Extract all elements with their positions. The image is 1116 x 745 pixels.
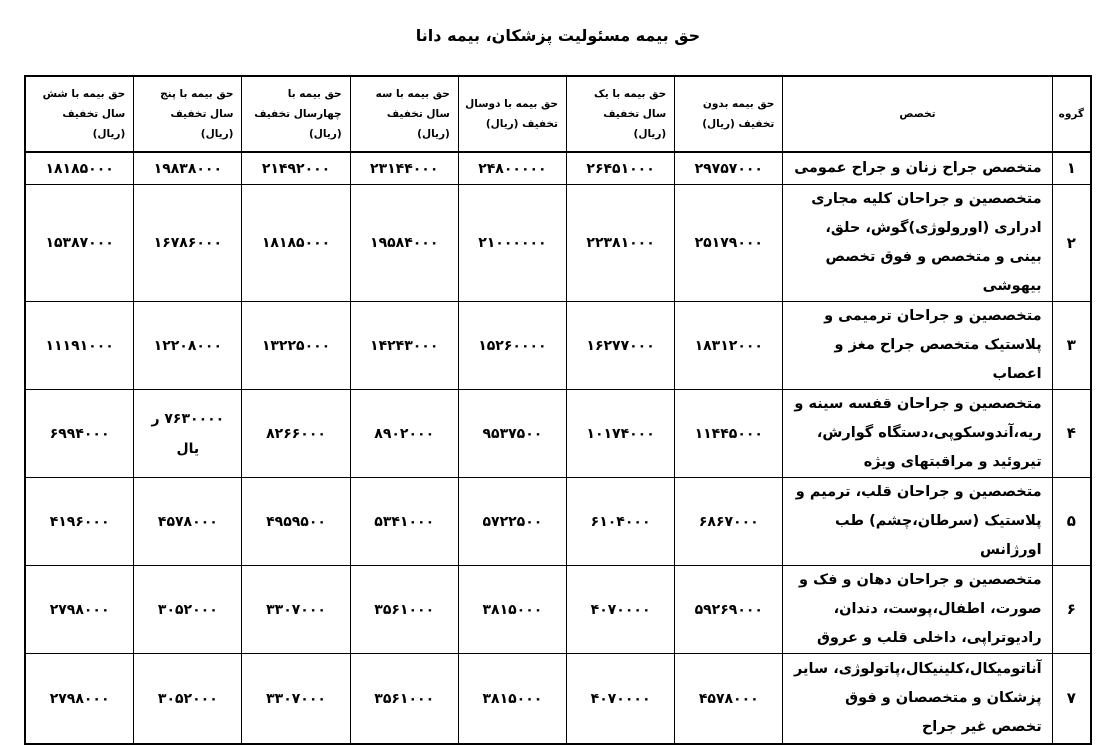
cell-four-years: ۲۱۴۹۲۰۰۰ xyxy=(242,152,350,185)
column-header-five-years: حق بیمه با پنج سال تخفیف (ریال) xyxy=(134,76,242,152)
cell-no-discount: ۲۹۷۵۷۰۰۰ xyxy=(675,152,783,185)
cell-four-years: ۴۹۵۹۵۰۰ xyxy=(242,478,350,566)
cell-group: ۴ xyxy=(1052,390,1091,478)
column-header-one-year: حق بیمه با یک سال تخفیف (ریال) xyxy=(567,76,675,152)
cell-five-years: ۳۰۵۲۰۰۰ xyxy=(134,654,242,745)
cell-four-years: ۱۳۲۲۵۰۰۰ xyxy=(242,302,350,390)
cell-one-year: ۲۲۳۸۱۰۰۰ xyxy=(567,185,675,302)
cell-one-year: ۶۱۰۴۰۰۰ xyxy=(567,478,675,566)
cell-five-years: ۳۰۵۲۰۰۰ xyxy=(134,566,242,654)
cell-five-years: ۷۶۳۰۰۰۰ ر یال xyxy=(134,390,242,478)
cell-four-years: ۳۳۰۷۰۰۰ xyxy=(242,654,350,745)
column-header-two-years: حق بیمه با دوسال تخفیف (ریال) xyxy=(458,76,566,152)
cell-group: ۱ xyxy=(1052,152,1091,185)
page-title: حق بیمه مسئولیت پزشکان، بیمه دانا xyxy=(415,26,701,45)
cell-three-years: ۸۹۰۲۰۰۰ xyxy=(350,390,458,478)
cell-two-years: ۲۴۸۰۰۰۰۰ xyxy=(458,152,566,185)
cell-six-years: ۱۸۱۸۵۰۰۰ xyxy=(25,152,134,185)
cell-three-years: ۵۳۴۱۰۰۰ xyxy=(350,478,458,566)
cell-one-year: ۱۰۱۷۴۰۰۰ xyxy=(567,390,675,478)
column-header-six-years: حق بیمه با شش سال تخفیف (ریال) xyxy=(25,76,134,152)
table-header xyxy=(25,76,1091,152)
cell-group: ۶ xyxy=(1052,566,1091,654)
cell-five-years: ۱۲۲۰۸۰۰۰ xyxy=(134,302,242,390)
cell-four-years: ۱۸۱۸۵۰۰۰ xyxy=(242,185,350,302)
cell-specialty: متخصصین و جراحان کلیه مجاری ادراری (اورولوژی)گوش، حلق، بینی و متخصص و فوق تخصص بیهوشی xyxy=(783,185,1052,302)
cell-two-years: ۵۷۲۲۵۰۰ xyxy=(458,478,566,566)
table-row xyxy=(25,566,1091,654)
column-header-four-years: حق بیمه با چهارسال تخفیف (ریال) xyxy=(242,76,350,152)
cell-five-years: ۱۹۸۳۸۰۰۰ xyxy=(134,152,242,185)
cell-specialty: متخصصین و جراحان دهان و فک و صورت، اطفال،پوست، دندان، رادیوتراپی، داخلی قلب و عروق xyxy=(783,566,1052,654)
cell-six-years: ۴۱۹۶۰۰۰ xyxy=(25,478,134,566)
table-row xyxy=(25,185,1091,302)
table-row xyxy=(25,152,1091,185)
cell-six-years: ۱۱۱۹۱۰۰۰ xyxy=(25,302,134,390)
cell-three-years: ۱۹۵۸۴۰۰۰ xyxy=(350,185,458,302)
cell-one-year: ۴۰۷۰۰۰۰ xyxy=(567,566,675,654)
table-row xyxy=(25,478,1091,566)
cell-four-years: ۸۲۶۶۰۰۰ xyxy=(242,390,350,478)
cell-five-years: ۱۶۷۸۶۰۰۰ xyxy=(134,185,242,302)
cell-six-years: ۱۵۳۸۷۰۰۰ xyxy=(25,185,134,302)
cell-no-discount: ۱۱۴۴۵۰۰۰ xyxy=(675,390,783,478)
cell-specialty: آناتومیکال،کلینیکال،پاتولوژی، سایر پزشکان و متخصصان و فوق تخصص غیر جراح xyxy=(783,654,1052,745)
column-header-group: گروه xyxy=(1052,76,1091,152)
cell-one-year: ۲۶۴۵۱۰۰۰ xyxy=(567,152,675,185)
insurance-premium-table xyxy=(24,75,1092,745)
cell-specialty: متخصصین و جراحان ترمیمی و پلاستیک متخصص جراح مغز و اعصاب xyxy=(783,302,1052,390)
cell-four-years: ۳۳۰۷۰۰۰ xyxy=(242,566,350,654)
column-header-specialty: تخصص xyxy=(783,76,1052,152)
cell-specialty: متخصصین و جراحان قفسه سینه و ریه،آندوسکوپی،دستگاه گوارش، تیروئید و مراقبتهای ویژه xyxy=(783,390,1052,478)
cell-no-discount: ۲۵۱۷۹۰۰۰ xyxy=(675,185,783,302)
cell-six-years: ۶۹۹۴۰۰۰ xyxy=(25,390,134,478)
cell-three-years: ۳۵۶۱۰۰۰ xyxy=(350,654,458,745)
cell-six-years: ۲۷۹۸۰۰۰ xyxy=(25,654,134,745)
cell-two-years: ۱۵۲۶۰۰۰۰ xyxy=(458,302,566,390)
cell-no-discount: ۶۸۶۷۰۰۰ xyxy=(675,478,783,566)
cell-one-year: ۱۶۲۷۷۰۰۰ xyxy=(567,302,675,390)
table-body xyxy=(25,152,1091,744)
cell-group: ۳ xyxy=(1052,302,1091,390)
table-row xyxy=(25,390,1091,478)
cell-no-discount: ۱۸۳۱۲۰۰۰ xyxy=(675,302,783,390)
cell-three-years: ۳۵۶۱۰۰۰ xyxy=(350,566,458,654)
cell-no-discount: ۴۵۷۸۰۰۰ xyxy=(675,654,783,745)
column-header-no-discount: حق بیمه بدون تخفیف (ریال) xyxy=(675,76,783,152)
cell-specialty: متخصص جراح زنان و جراح عمومی xyxy=(783,152,1052,185)
cell-six-years: ۲۷۹۸۰۰۰ xyxy=(25,566,134,654)
cell-one-year: ۴۰۷۰۰۰۰ xyxy=(567,654,675,745)
cell-two-years: ۹۵۳۷۵۰۰ xyxy=(458,390,566,478)
cell-two-years: ۲۱۰۰۰۰۰۰ xyxy=(458,185,566,302)
cell-two-years: ۳۸۱۵۰۰۰ xyxy=(458,566,566,654)
cell-group: ۲ xyxy=(1052,185,1091,302)
cell-no-discount: ۵۹۲۶۹۰۰۰ xyxy=(675,566,783,654)
cell-group: ۷ xyxy=(1052,654,1091,745)
cell-three-years: ۱۴۲۴۳۰۰۰ xyxy=(350,302,458,390)
cell-two-years: ۳۸۱۵۰۰۰ xyxy=(458,654,566,745)
cell-specialty: متخصصین و جراحان قلب، ترمیم و پلاستیک (سرطان،چشم) طب اورژانس xyxy=(783,478,1052,566)
table-row xyxy=(25,302,1091,390)
cell-group: ۵ xyxy=(1052,478,1091,566)
cell-five-years: ۴۵۷۸۰۰۰ xyxy=(134,478,242,566)
cell-three-years: ۲۳۱۴۴۰۰۰ xyxy=(350,152,458,185)
header-row xyxy=(25,76,1091,152)
column-header-three-years: حق بیمه با سه سال تخفیف (ریال) xyxy=(350,76,458,152)
